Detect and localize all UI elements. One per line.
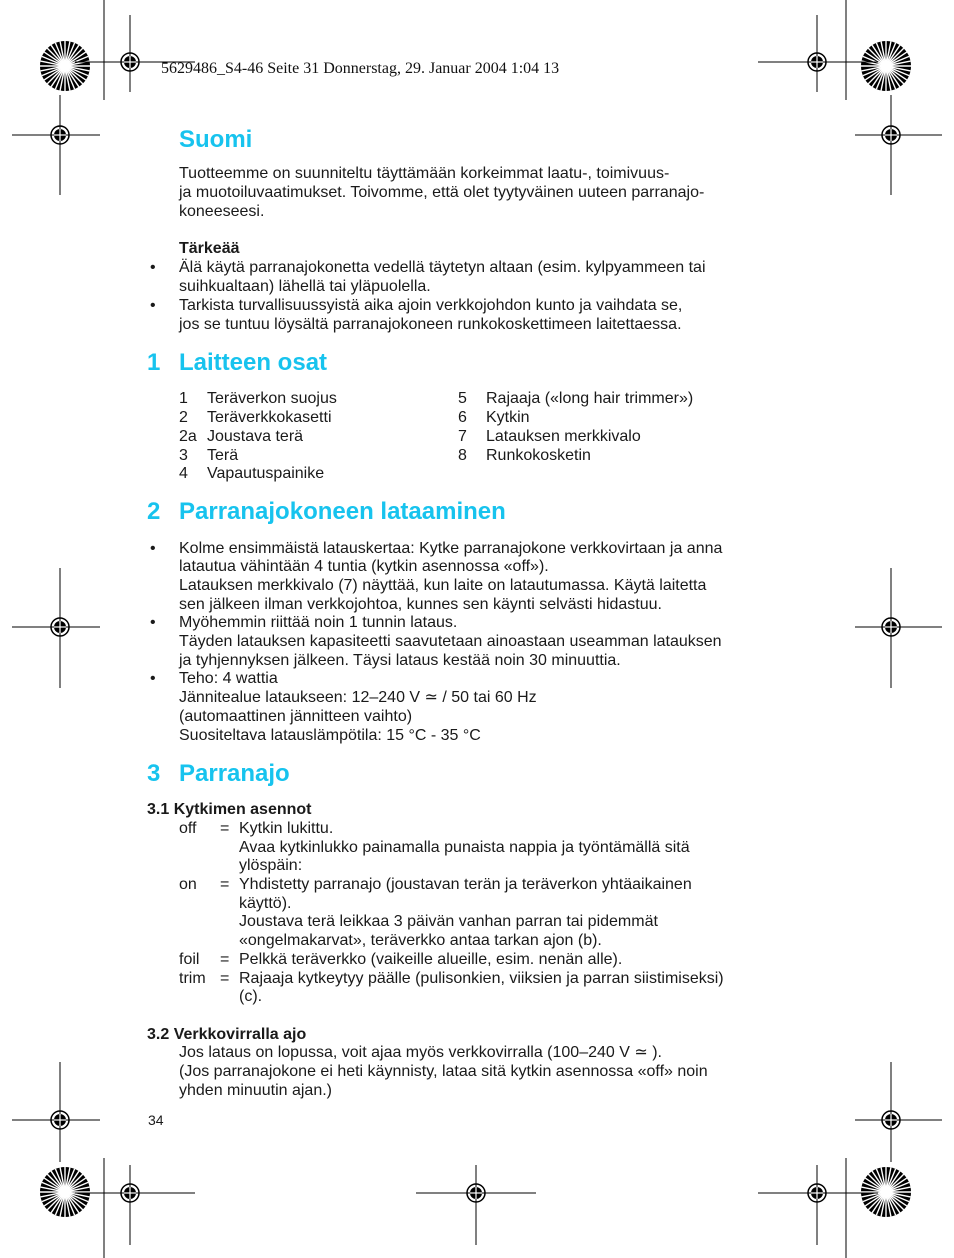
important-line: jos se tuntuu löysältä parranajokoneen runkokoskettimeen laitettaessa. xyxy=(179,316,682,333)
part-label: Vapautuspainike xyxy=(207,465,325,482)
part-number: 4 xyxy=(179,465,188,482)
switch-desc: Pelkkä teräverkko (vaikeille alueille, esim. nenän alle). xyxy=(239,951,623,968)
charging-line: Täyden latauksen kapasiteetti saavutetaan ainoastaan useamman latauksen xyxy=(179,633,722,650)
part-number: 8 xyxy=(458,447,467,464)
equals-sign: = xyxy=(220,820,230,837)
intro-line: koneeseesi. xyxy=(179,203,265,220)
part-number: 7 xyxy=(458,428,467,445)
switch-desc: Kytkin lukittu. xyxy=(239,820,334,837)
part-label: Teräverkkokasetti xyxy=(207,409,332,426)
spec-line: (automaattinen jännitteen vaihto) xyxy=(179,708,413,725)
part-number: 5 xyxy=(458,390,467,407)
switch-position: trim xyxy=(179,970,206,987)
charging-line: sen jälkeen ilman verkkojohtoa, kunnes sen käynti selvästi hidastuu. xyxy=(179,596,662,613)
part-label: Rajaaja («long hair trimmer») xyxy=(486,390,694,407)
switch-desc: Avaa kytkinlukko painamalla punaista nappia ja työntämällä sitä xyxy=(239,839,690,856)
subsection-title: 3.1 Kytkimen asennot xyxy=(147,801,312,818)
switch-desc: (c). xyxy=(239,988,263,1005)
switch-desc: käyttö). xyxy=(239,895,292,912)
language-title: Suomi xyxy=(179,126,253,153)
mains-line: (Jos parranajokone ei heti käynnisty, lataa sitä kytkin asennossa «off» noin xyxy=(179,1063,708,1080)
page-number: 34 xyxy=(148,1112,164,1128)
part-number: 1 xyxy=(179,390,188,407)
switch-position: off xyxy=(179,820,197,837)
section-title: Laitteen osat xyxy=(179,349,328,376)
charging-line: Kolme ensimmäistä latauskertaa: Kytke parranajokone verkkovirtaan ja anna xyxy=(179,540,723,557)
section-heading xyxy=(147,498,647,528)
charging-line: ja tyhjennyksen jälkeen. Täysi lataus kestää noin 30 minuuttia. xyxy=(179,652,621,669)
switch-desc: ylöspäin: xyxy=(239,857,303,874)
bullet-icon: • xyxy=(150,259,156,276)
charging-line: Myöhemmin riittää noin 1 tunnin lataus. xyxy=(179,614,458,631)
section-number: 2 xyxy=(147,498,161,525)
section-number: 1 xyxy=(147,349,161,376)
switch-desc: Joustava terä leikkaa 3 päivän vanhan parran tai pidemmät xyxy=(239,913,658,930)
part-label: Runkokosketin xyxy=(486,447,591,464)
spec-line: Jännitealue lataukseen: 12–240 V ≃ / 50 tai 60 Hz xyxy=(179,689,537,706)
important-line: Tarkista turvallisuussyistä aika ajoin verkkojohdon kunto ja vaihdata se, xyxy=(179,297,683,314)
section-heading xyxy=(147,760,547,790)
switch-desc: Rajaaja kytkeytyy päälle (pulisonkien, viiksien ja parran siistimiseksi) xyxy=(239,970,724,987)
mains-line: Jos lataus on lopussa, voit ajaa myös verkkovirralla (100–240 V ≃ ). xyxy=(179,1044,662,1061)
important-label: Tärkeää xyxy=(179,240,240,257)
bullet-icon: • xyxy=(150,614,156,631)
bullet-icon: • xyxy=(150,540,156,557)
switch-desc: Yhdistetty parranajo (joustavan terän ja teräverkon yhtäaikainen xyxy=(239,876,692,893)
bullet-icon: • xyxy=(150,670,156,687)
part-label: Kytkin xyxy=(486,409,530,426)
subsection-title: 3.2 Verkkovirralla ajo xyxy=(147,1026,307,1043)
equals-sign: = xyxy=(220,970,230,987)
switch-desc: «ongelmakarvat», teräverkko antaa tarkan ajon (b). xyxy=(239,932,602,949)
part-label: Terä xyxy=(207,447,239,464)
bullet-icon: • xyxy=(150,297,156,314)
important-line: Älä käytä parranajokonetta vedellä täytetyn altaan (esim. kylpyammeen tai xyxy=(179,259,706,276)
equals-sign: = xyxy=(220,951,230,968)
section-title: Parranajo xyxy=(179,760,290,787)
switch-position: foil xyxy=(179,951,200,968)
spec-line: Teho: 4 wattia xyxy=(179,670,278,687)
spec-line: Suositeltava latauslämpötila: 15 °C - 35 °C xyxy=(179,727,481,744)
part-label: Teräverkon suojus xyxy=(207,390,337,407)
section-heading xyxy=(147,349,547,379)
part-number: 6 xyxy=(458,409,467,426)
switch-position: on xyxy=(179,876,197,893)
part-number: 3 xyxy=(179,447,188,464)
mains-line: yhden minuutin ajan.) xyxy=(179,1082,332,1099)
part-number: 2a xyxy=(179,428,197,445)
part-label: Joustava terä xyxy=(207,428,304,445)
section-number: 3 xyxy=(147,760,161,787)
part-number: 2 xyxy=(179,409,188,426)
intro-line: ja muotoiluvaatimukset. Toivomme, että olet tyytyväinen uuteen parranajo- xyxy=(179,184,705,201)
intro-line: Tuotteemme on suunniteltu täyttämään korkeimmat laatu-, toimivuus- xyxy=(179,165,670,182)
equals-sign: = xyxy=(220,876,230,893)
part-label: Latauksen merkkivalo xyxy=(486,428,641,445)
print-slug: 5629486_S4-46 Seite 31 Donnerstag, 29. Januar 2004 1:04 13 xyxy=(161,60,560,77)
section-title: Parranajokoneen lataaminen xyxy=(179,498,506,525)
charging-line: Latauksen merkkivalo (7) näyttää, kun laite on latautumassa. Käytä laitetta xyxy=(179,577,707,594)
important-line: suihkualtaan) lähellä tai yläpuolella. xyxy=(179,278,431,295)
charging-line: latautua vähintään 4 tuntia (kytkin asennossa «off»). xyxy=(179,558,549,575)
